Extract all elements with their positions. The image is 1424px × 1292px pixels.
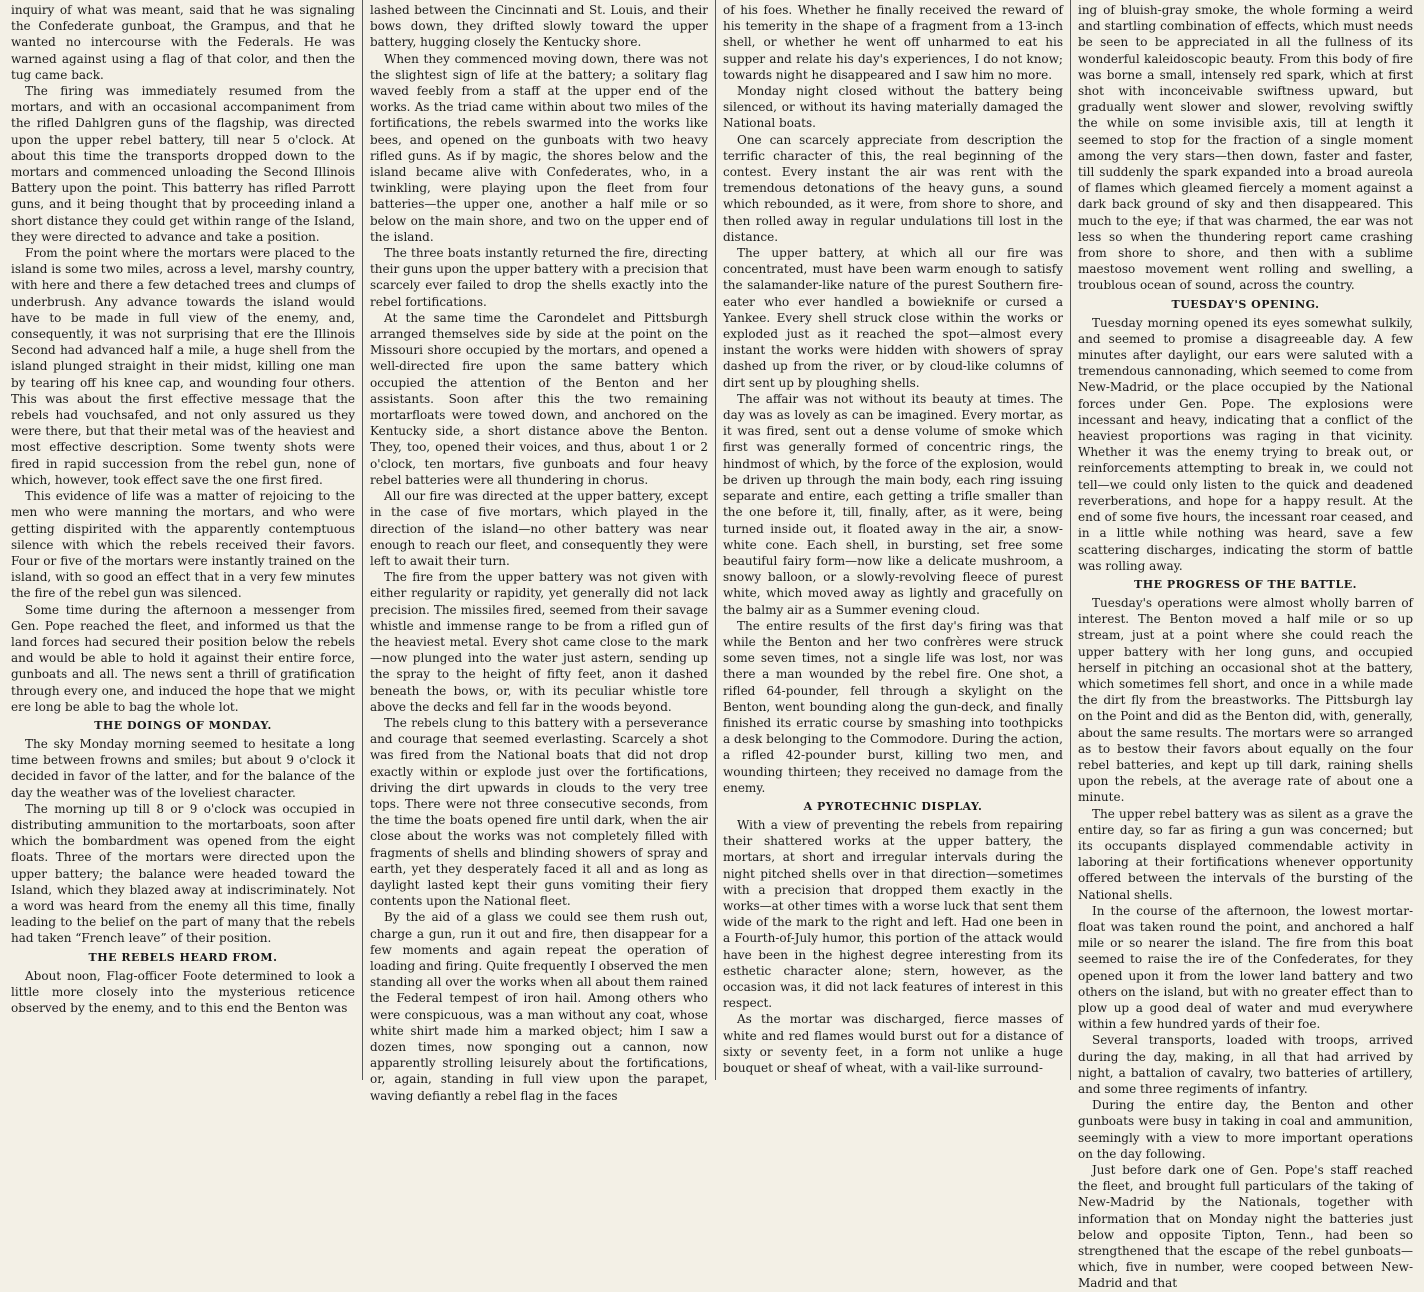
paragraph: Several transports, loaded with troops, arrived during the day, making, in all that had arrived by night, a battalion of cavalry, two batteries of artillery, and some three regiments of infantry. (1077, 1033, 1413, 1096)
paragraph: The affair was not without its beauty at times. The day was as lovely as can be imagined. Every mortar, as it was fired, sent out a dense volume of smoke which first was generally formed of concentric rings, the hindmost of which, by the force of the explosion, would be driven up through the main body, each ring issuing separate and entire, each getting a trifle smaller than the one before it, till, finally, after, as it were, being turned inside out, it floated away in the air, a snow-white cone. Each shell, in bursting, set free some beautiful fairy form—now like a delicate mushroom, a snowy balloon, or a slowly-revolving fleece of purest white, which moved away as lightly and gracefully on the balmy air as a Summer evening cloud. (722, 391, 1063, 617)
paragraph: Tuesday morning opened its eyes somewhat sulkily, and seemed to promise a disagreeable day. A few minutes after daylight, our ears were saluted with a tremendous cannonading, which seemed to come from New-Madrid, or the place occupied by the National forces under Gen. Pope. The explosions were incessant and heavy, indicating that a conflict of the heaviest proportions was raging in that vicinity. Whether it was the enemy trying to break out, or reinforcements attempting to break in, we could not tell—we could only listen to the quick and deadened reverberations, and hope for a happy result. At the end of some five hours, the incessant roar ceased, and in a little while nothing was heard, save a few scattering discharges, indicating the storm of battle was rolling away. (1077, 315, 1413, 573)
paragraph: The upper rebel battery was as silent as a grave the entire day, so far as firing a gun was concerned; but its occupants displayed commendable activity in laboring at their fortifications whenever opportunity offered between the intervals of the bursting of the National shells. (1077, 806, 1413, 902)
paragraph: of his foes. Whether he finally received the reward of his temerity in the shape of a fragment from a 13-inch shell, or whether he went off unharmed to eat his supper and relate his day's experiences, I do not know; towards night he disappeared and I saw him no more. (722, 3, 1063, 82)
text-column-2 (363, 0, 716, 1103)
paragraph: inquiry of what was meant, said that he was signaling the Confederate gunboat, the Grampus, and that he wanted no intercourse with the Federals. He was warned against using a flag of that color, and then the tug came back. (11, 3, 355, 82)
paragraph: With a view of preventing the rebels from repairing their shattered works at the upper battery, the mortars, at short and irregular intervals during the night pitched shells over in that direction—sometimes with a precision that dropped them exactly in the works—at other times with a worse luck that sent them wide of the mark to the right and left. Had one been in a Fourth-of-July humor, this portion of the attack would have been in the highest degree interesting from its esthetic character alone; stern, however, as the occasion was, it did not lack features of interest in this respect. (722, 817, 1063, 1011)
section-heading: THE PROGRESS OF THE BATTLE. (1134, 577, 1357, 591)
paragraph: lashed between the Cincinnati and St. Louis, and their bows down, they drifted slowly toward the upper battery, hugging closely the Kentucky shore. (369, 3, 708, 50)
section-heading: TUESDAY'S OPENING. (1171, 297, 1320, 311)
section-heading: A PYROTECHNIC DISPLAY. (803, 799, 983, 813)
paragraph: As the mortar was discharged, fierce masses of white and red flames would burst out for a distance of sixty or seventy feet, in a form not unlike a huge bouquet or sheaf of wheat, with a vail-like surround- (722, 1012, 1063, 1075)
paragraph: One can scarcely appreciate from description the terrific character of this, the real beginning of the contest. Every instant the air was rent with the tremendous detonations of the heavy guns, a sound which rebounded, as it were, from shore to shore, and then rolled away in regular undulations till lost in the distance. (722, 132, 1063, 244)
paragraph: All our fire was directed at the upper battery, except in the case of five mortars, which played in the direction of the island—no other battery was near enough to reach our fleet, and consequently they were left to await their turn. (369, 489, 708, 568)
paragraph: The fire from the upper battery was not given with either regularity or rapidity, yet generally did not lack precision. The missiles fired, seemed from their savage whistle and immense range to be from a rifled gun of the heaviest metal. Every shot came close to the mark—now plunged into the water just astern, sending up the spray to the height of fifty feet, anon it dashed beneath the bows, or, with its peculiar whistle tore above the decks and fell far in the woods beyond. (369, 570, 708, 714)
paragraph: Just before dark one of Gen. Pope's staff reached the fleet, and brought full particulars of the taking of New-Madrid by the Nationals, together with information that on Monday night the batteries just below and opposite Tipton, Tenn., had been so strengthened that the escape of the rebel gunboats—which, five in number, were cooped between New-Madrid and that (1077, 1163, 1413, 1291)
text-column-3 (716, 0, 1071, 1080)
section-heading: THE DOINGS OF MONDAY. (94, 718, 272, 732)
paragraph: When they commenced moving down, there was not the slightest sign of life at the battery; a solitary flag waved feebly from a staff at the upper end of the works. As the triad came within about two miles of the fortifications, the rebels swarmed into the works like bees, and opened on the gunboats with two heavy rifled guns. As if by magic, the shores below and the island became alive with Confederates, who, in a twinkling, were playing upon the fleet from four batteries—the upper one, another a half mile or so below on the main shore, and two on the upper end of the island. (369, 51, 708, 244)
paragraph: The three boats instantly returned the fire, directing their guns upon the upper battery with a precision that scarcely ever failed to drop the shells exactly into the rebel fortifications. (369, 246, 708, 309)
paragraph: The sky Monday morning seemed to hesitate a long time between frowns and smiles; but about 9 o'clock it decided in favor of the latter, and for the balance of the day the weather was of the loveliest character. (11, 736, 355, 800)
text-column-1 (4, 0, 363, 1080)
paragraph: By the aid of a glass we could see them rush out, charge a gun, run it out and fire, then disappear for a few moments and again repeat the operation of loading and firing. Quite frequently I observed the men standing all over the works when all about them rained the Federal tempest of iron hail. Among others who were conspicuous, was a man without any coat, whose white shirt made him a marked object; him I saw a dozen times, now sponging out a cannon, now apparently strolling leisurely about the fortifications, or, again, standing in full view upon the parapet, waving defiantly a rebel flag in the faces (369, 910, 708, 1103)
paragraph: In the course of the afternoon, the lowest mortar-float was taken round the point, and anchored a half mile or so nearer the island. The fire from this boat seemed to raise the ire of the Confederates, for they opened upon it from the lower land battery and two others on the island, but with no greater effect than to plow up a good deal of water and mud everywhere within a few hundred yards of their foe. (1077, 903, 1413, 1032)
paragraph: The firing was immediately resumed from the mortars, and with an occasional accompaniment from the rifled Dahlgren guns of the flagship, was directed upon the upper rebel battery, till near 5 o'clock. At about this time the transports dropped down to the mortars and commenced unloading the Second Illinois Battery upon the point. This batterry has rifled Parrott guns, and it being thought that by proceeding inland a short distance they could get within range of the Island, they were directed to advance and take a position. (11, 84, 355, 244)
paragraph: Monday night closed without the battery being silenced, or without its having materially damaged the National boats. (722, 84, 1063, 131)
paragraph: At the same time the Carondelet and Pittsburgh arranged themselves side by side at the point on the Missouri shore occupied by the mortars, and opened a well-directed fire upon the same battery which occupied the attention of the Benton and her assistants. Soon after this the two remaining mortarfloats were towed down, and anchored on the Kentucky side, a short distance above the Benton. They, too, opened their voices, and thus, about 1 or 2 o'clock, ten mortars, five gunboats and four heavy rebel batteries were all thundering in chorus. (369, 310, 708, 487)
paragraph: This evidence of life was a matter of rejoicing to the men who were manning the mortars, and who were getting dispirited with the apparently contemptuous silence with which the rebels received their favors. Four or five of the mortars were instantly trained on the island, with so good an effect that in a very few minutes the fire of the rebel gun was silenced. (11, 489, 355, 601)
paragraph: During the entire day, the Benton and other gunboats were busy in taking in coal and ammunition, seemingly with a view to more important operations on the day following. (1077, 1098, 1413, 1161)
paragraph: The entire results of the first day's firing was that while the Benton and her two confrères were struck some seven times, not a single life was lost, nor was there a man wounded by the rebel fire. One shot, a rifled 64-pounder, fell through a skylight on the Benton, went bounding along the gun-deck, and finally finished its erratic course by smashing into toothpicks a desk belonging to the Commodore. During the action, a rifled 42-pounder burst, killing two men, and wounding thirteen; they received no damage from the enemy. (722, 618, 1063, 795)
paragraph: ing of bluish-gray smoke, the whole forming a weird and startling combination of effects, which must needs be seen to be appreciated in all the fullness of its wonderful kaleidoscopic beauty. From this body of fire was borne a small, intensely red spark, which at first shot with inconceivable swiftness upward, but gradually went slower and slower, revolving swiftly the while on some invisible axis, till at length it seemed to stop for the fraction of a single moment among the very stars—then down, faster and faster, till suddenly the spark expanded into a broad aureola of flames which gleamed fiercely a moment against a dark back ground of sky and then disappeared. This much to the eye; if that was charmed, the ear was not less so when the thundering report came crashing from shore to shore, and then with a sublime maestoso movement went rolling and swelling, a troublous ocean of sound, across the country. (1077, 3, 1413, 293)
paragraph: From the point where the mortars were placed to the island is some two miles, across a level, marshy country, with here and there a few detached trees and clumps of underbrush. Any advance towards the island would have to be made in full view of the enemy, and, consequently, it was not surprising that ere the Illinois Second had advanced half a mile, a huge shell from the island plunged straight in their midst, killing one man by tearing off his knee cap, and wounding four others. This was about the first effective message that the rebels had vouchsafed, and not only assured us they were there, but that their metal was of the heaviest and most effective description. Some twenty shots were fired in rapid succession from the rebel gun, none of which, however, took effect save the one first fired. (11, 246, 355, 487)
paragraph: The upper battery, at which all our fire was concentrated, must have been warm enough to satisfy the salamander-like nature of the purest Southern fire-eater who ever handled a bowieknife or cursed a Yankee. Every shell struck close within the works or exploded just as it reached the spot—almost every instant the works were hidden with showers of spray dashed up from the river, or by cloud-like columns of dirt sent up by ploughing shells. (722, 246, 1063, 390)
paragraph: The rebels clung to this battery with a perseverance and courage that seemed everlasting. Scarcely a shot was fired from the National boats that did not drop exactly within or explode just over the fortifications, driving the dirt upwards in clouds to the very tree tops. There were not three consecutive seconds, from the time the boats opened fire until dark, when the air close about the works was not completely filled with fragments of shells and blinding showers of spray and earth, yet they desperately faced it all and as long as daylight lasted kept their guns vomiting their fiery contents upon the National fleet. (369, 715, 708, 909)
paragraph: Tuesday's operations were almost wholly barren of interest. The Benton moved a half mile or so up stream, just at a point where she could reach the upper battery with her long guns, and occupied herself in pitching an occasional shot at the battery, which sometimes fell short, and once in a while made the dirt fly from the breastworks. The Pittsburgh lay on the Point and did as the Benton did, with, generally, about the same results. The mortars were so arranged as to bestow their favors about equally on the four rebel batteries, and kept up till dark, raining shells upon the rebels, at the average rate of about one a minute. (1077, 595, 1413, 805)
section-heading: THE REBELS HEARD FROM. (88, 950, 278, 964)
paragraph: About noon, Flag-officer Foote determined to look a little more closely into the mysterious reticence observed by the enemy, and to this end the Benton was (11, 968, 355, 1015)
text-column-4 (1071, 0, 1420, 1291)
paragraph: Some time during the afternoon a messenger from Gen. Pope reached the fleet, and informed us that the land forces had secured their position below the rebels and would be able to hold it against their entire force, gunboats and all. The news sent a thrill of gratification through every one, and induced the hope that we might ere long be able to bag the whole lot. (11, 602, 355, 714)
paragraph: The morning up till 8 or 9 o'clock was occupied in distributing ammunition to the mortarboats, soon after which the bombardment was opened from the eight floats. Three of the mortars were directed upon the upper battery; the balance were headed toward the Island, which they blazed away at indiscriminately. Not a word was heard from the enemy all this time, finally leading to the belief on the part of many that the rebels had taken “French leave” of their position. (11, 801, 355, 946)
